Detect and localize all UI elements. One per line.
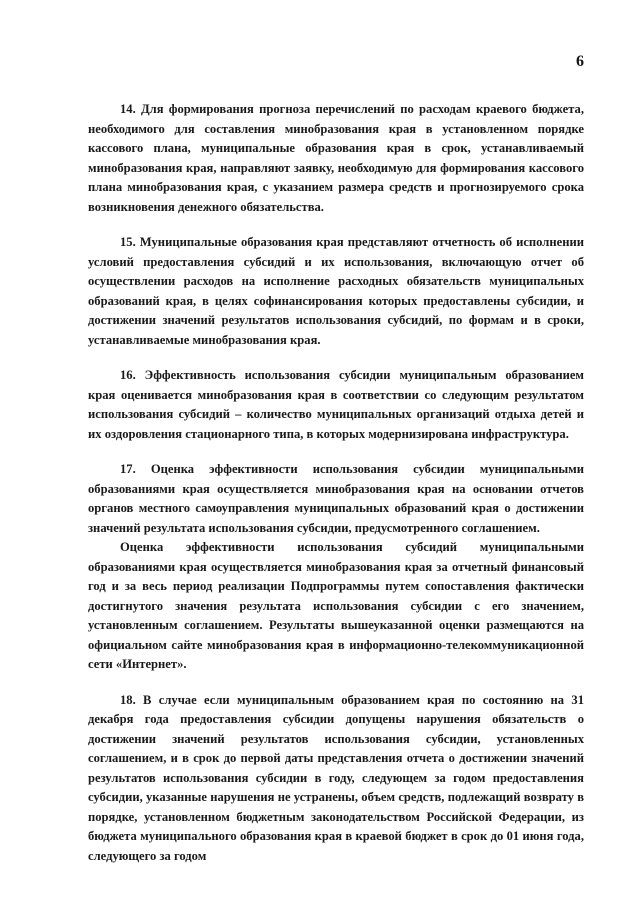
document-body — [88, 100, 584, 866]
paragraph-17-continued: Оценка эффективности использования субсидий муниципальными образованиями края осуществляется минобразования края за отчетный финансовый год и за весь период реализации Подпрограммы путем сопоставления фактически достигнутого значения результата использования субсидии с его значением, установленным соглашением. Результаты вышеуказанной оценки размещаются на официальном сайте минобразования края в информационно-телекоммуникационной сети «Интернет». — [88, 540, 584, 671]
page-number: 6 — [576, 53, 584, 70]
paragraph-16: 16. Эффективность использования субсидии муниципальным образованием края оценивается минобразования края в соответствии со следующим результатом использования субсидий – количество муниципальных организаций отдыха детей и их оздоровления стационарного типа, в которых модернизирована инфраструктура. — [88, 368, 584, 441]
paragraph-14: 14. Для формирования прогноза перечислений по расходам краевого бюджета, необходимого для составления минобразования края в установленном порядке кассового плана, муниципальные образования края в срок, устанавливаемый минобразования края, направляют заявку, необходимую для формирования кассового плана минобразования края, с указанием размера средств и прогнозируемого срока возникновения денежного обязательства. — [88, 102, 584, 214]
paragraph-17: 17. Оценка эффективности использования субсидии муниципальными образованиями края осуществляется минобразования края на основании отчетов органов местного самоуправления муниципальных образований края о достижении значений результата использования субсидии, предусмотренного соглашением. — [88, 462, 584, 535]
paragraph-18: 18. В случае если муниципальным образованием края по состоянию на 31 декабря года предоставления субсидии допущены нарушения обязательств о достижении значений результатов использования субсидии, установленных соглашением, и в срок до первой даты представления отчета о достижении значений результатов использования субсидии в году, следующем за годом предоставления субсидии, указанные нарушения не устранены, объем средств, подлежащий возврату в порядке, установленном бюджетным законодательством Российской Федерации, из бюджета муниципального образования края в краевой бюджет в срок до 01 июня года, следующего за годом — [88, 692, 584, 863]
paragraph-15: 15. Муниципальные образования края представляют отчетность об исполнении условий предоставления субсидий и их использования, включающую отчет об осуществлении расходов на исполнение расходных обязательств муниципальных образований края, в целях софинансирования которых предоставлены субсидии, и достижении значений результатов использования субсидий, по формам и в сроки, устанавливаемые минобразования края. — [88, 235, 584, 347]
